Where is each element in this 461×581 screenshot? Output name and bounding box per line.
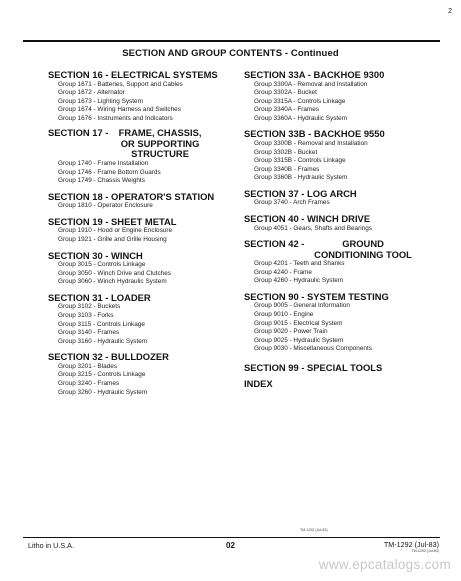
group-item: Group 3740 - Arch Frames xyxy=(254,199,330,207)
section-title: WINCH DRIVE xyxy=(307,213,371,225)
section-entry xyxy=(244,363,444,374)
group-item: Group 3300B - Removal and Installation xyxy=(254,139,368,147)
group-item: Group 3160 - Hydraulic System xyxy=(58,337,148,345)
section-entry xyxy=(244,70,444,123)
group-item: Group 3300A - Removal and Installation xyxy=(254,80,368,88)
section-title: OPERATOR'S STATION xyxy=(111,190,215,202)
group-item: Group 3360A - Hydraulic System xyxy=(254,114,348,122)
section-title: SPECIAL TOOLS xyxy=(307,361,383,373)
section-entry xyxy=(244,292,444,354)
section-heading xyxy=(48,293,226,304)
group-item: Group 3302A - Bucket xyxy=(254,89,317,97)
group-item: Group 3315A - Controls Linkage xyxy=(254,97,346,105)
group-item: Group 1749 - Chassis Weights xyxy=(58,177,145,185)
footer-manual-subcode: TM-1292 (Jul-83) xyxy=(411,549,439,553)
section-entry xyxy=(244,379,444,390)
section-entry xyxy=(244,239,444,286)
section-title: LOADER xyxy=(111,291,151,303)
group-item: Group 3103 - Forks xyxy=(58,311,114,319)
group-item: Group 3215 - Controls Linkage xyxy=(58,371,146,379)
section-number: SECTION 19 - xyxy=(48,215,109,227)
section-heading xyxy=(48,352,226,363)
section-title: BACKHOE 9300 xyxy=(313,69,385,80)
section-entry xyxy=(48,217,226,245)
section-title: GROUND CONDITIONING TOOL xyxy=(314,238,412,260)
section-heading xyxy=(48,192,226,203)
section-number: SECTION 42 - xyxy=(244,238,305,250)
section-entry xyxy=(244,214,444,233)
group-item: Group 3340B - Frames xyxy=(254,165,320,173)
section-entry xyxy=(244,129,444,182)
group-item: Group 3140 - Frames xyxy=(58,329,120,337)
group-item: Group 3015 - Controls Linkage xyxy=(58,261,146,269)
group-item: Group 9010 - Engine xyxy=(254,311,314,318)
group-item: Group 4240 - Frame xyxy=(254,268,312,276)
group-item: Group 9030 - Miscellaneous Components xyxy=(254,345,372,353)
section-heading xyxy=(244,214,444,225)
group-item: Group 9025 - Hydraulic System xyxy=(254,336,344,344)
group-item: Group 1746 - Frame Bottom Guards xyxy=(58,168,161,176)
section-entry xyxy=(48,128,226,185)
section-heading xyxy=(244,292,444,303)
section-number: SECTION 33B - xyxy=(244,128,312,140)
section-heading xyxy=(244,239,444,260)
section-title: WINCH xyxy=(111,249,143,261)
left-column xyxy=(48,70,226,403)
group-item: Group 1740 - Frame Installation xyxy=(58,159,149,167)
watermark-text: www.epcatalogs.com xyxy=(318,557,451,572)
group-item: Group 1671 - Batteries, Support and Cables xyxy=(58,80,183,88)
section-entry xyxy=(48,352,226,397)
bottom-rule xyxy=(23,537,440,538)
section-number: SECTION 18 - xyxy=(48,190,109,202)
section-title: BACKHOE 9550 xyxy=(313,128,385,140)
group-item: Group 4260 - Hydraulic System xyxy=(254,277,344,285)
group-item: Group 3360B - Hydraulic System xyxy=(254,174,348,182)
group-item: Group 1676 - Instruments and Indicators xyxy=(58,114,173,122)
group-item: Group 3201 - Blades xyxy=(58,362,117,370)
section-number: SECTION 37 - xyxy=(244,187,305,199)
section-number: SECTION 16 - xyxy=(48,69,109,80)
section-entry xyxy=(48,70,226,123)
group-item: Group 9005 - General Information xyxy=(254,302,350,310)
section-number: SECTION 32 - xyxy=(48,351,109,363)
footer-small-code: TM-1292 (Jul-83) xyxy=(300,528,328,532)
section-heading xyxy=(244,189,444,200)
group-item: Group 3060 - Winch Hydraulic System xyxy=(58,278,167,286)
group-item: Group 1910 - Hood or Engine Enclosure xyxy=(58,227,173,235)
top-rule xyxy=(23,40,440,42)
section-entry xyxy=(48,251,226,287)
group-item: Group 3115 - Controls Linkage xyxy=(58,320,145,328)
section-heading xyxy=(244,379,444,390)
group-item: Group 3302B - Bucket xyxy=(254,148,318,156)
group-item: Group 3260 - Hydraulic System xyxy=(58,388,148,396)
group-item: Group 1674 - Wiring Harness and Switches xyxy=(58,106,181,114)
section-number: SECTION 31 - xyxy=(48,291,109,303)
footer-manual-code: TM-1292 (Jul-83) xyxy=(383,540,439,549)
section-heading xyxy=(244,129,444,140)
group-item: Group 3315B - Controls Linkage xyxy=(254,157,346,165)
section-heading xyxy=(48,251,226,262)
footer-litho: Litho in U.S.A. xyxy=(28,541,74,550)
section-entry xyxy=(48,293,226,346)
group-item: Group 4051 - Gears, Shafts and Bearings xyxy=(254,224,372,232)
group-item: Group 4201 - Teeth and Shanks xyxy=(254,260,345,268)
section-number: SECTION 90 - xyxy=(244,290,305,302)
section-number: SECTION 99 - xyxy=(244,361,305,373)
footer-manual-id xyxy=(384,540,439,553)
section-title: FRAME, CHASSIS, OR SUPPORTING STRUCTURE xyxy=(118,127,202,160)
group-item: Group 9020 - Power Train xyxy=(254,328,328,336)
section-title: SHEET METAL xyxy=(111,215,177,227)
section-number: SECTION 33A - xyxy=(244,69,311,80)
page-title: SECTION AND GROUP CONTENTS - Continued xyxy=(122,48,339,59)
group-item: Group 1921 - Grille and Grille Housing xyxy=(58,235,167,243)
group-item: Group 3050 - Winch Drive and Clutches xyxy=(58,269,171,277)
corner-mark: 2 xyxy=(448,8,452,15)
section-title: ELECTRICAL SYSTEMS xyxy=(111,69,218,80)
section-entry xyxy=(48,192,226,211)
group-item: Group 1673 - Lighting System xyxy=(58,97,143,105)
group-item: Group 3340A - Frames xyxy=(254,106,320,114)
section-number: SECTION 40 - xyxy=(244,213,305,225)
section-title: LOG ARCH xyxy=(307,187,357,199)
page-number: 02 xyxy=(226,541,235,550)
section-number: SECTION 17 - xyxy=(48,127,109,139)
section-title: SYSTEM TESTING xyxy=(307,290,389,302)
section-title: INDEX xyxy=(244,378,273,390)
group-item: Group 9015 - Electrical System xyxy=(254,319,343,327)
section-title: BULLDOZER xyxy=(111,351,169,363)
group-item: Group 3240 - Frames xyxy=(58,379,120,387)
group-item: Group 1672 - Alternator xyxy=(58,89,125,97)
section-heading xyxy=(244,70,444,81)
right-column xyxy=(244,70,444,396)
section-heading xyxy=(48,128,226,160)
section-heading xyxy=(48,70,226,81)
group-item: Group 3102 - Buckets xyxy=(58,303,121,311)
section-heading xyxy=(48,217,226,228)
group-item: Group 1810 - Operator Enclosure xyxy=(58,202,153,210)
section-number: SECTION 30 - xyxy=(48,249,109,261)
section-entry xyxy=(244,189,444,208)
section-heading xyxy=(244,363,444,374)
